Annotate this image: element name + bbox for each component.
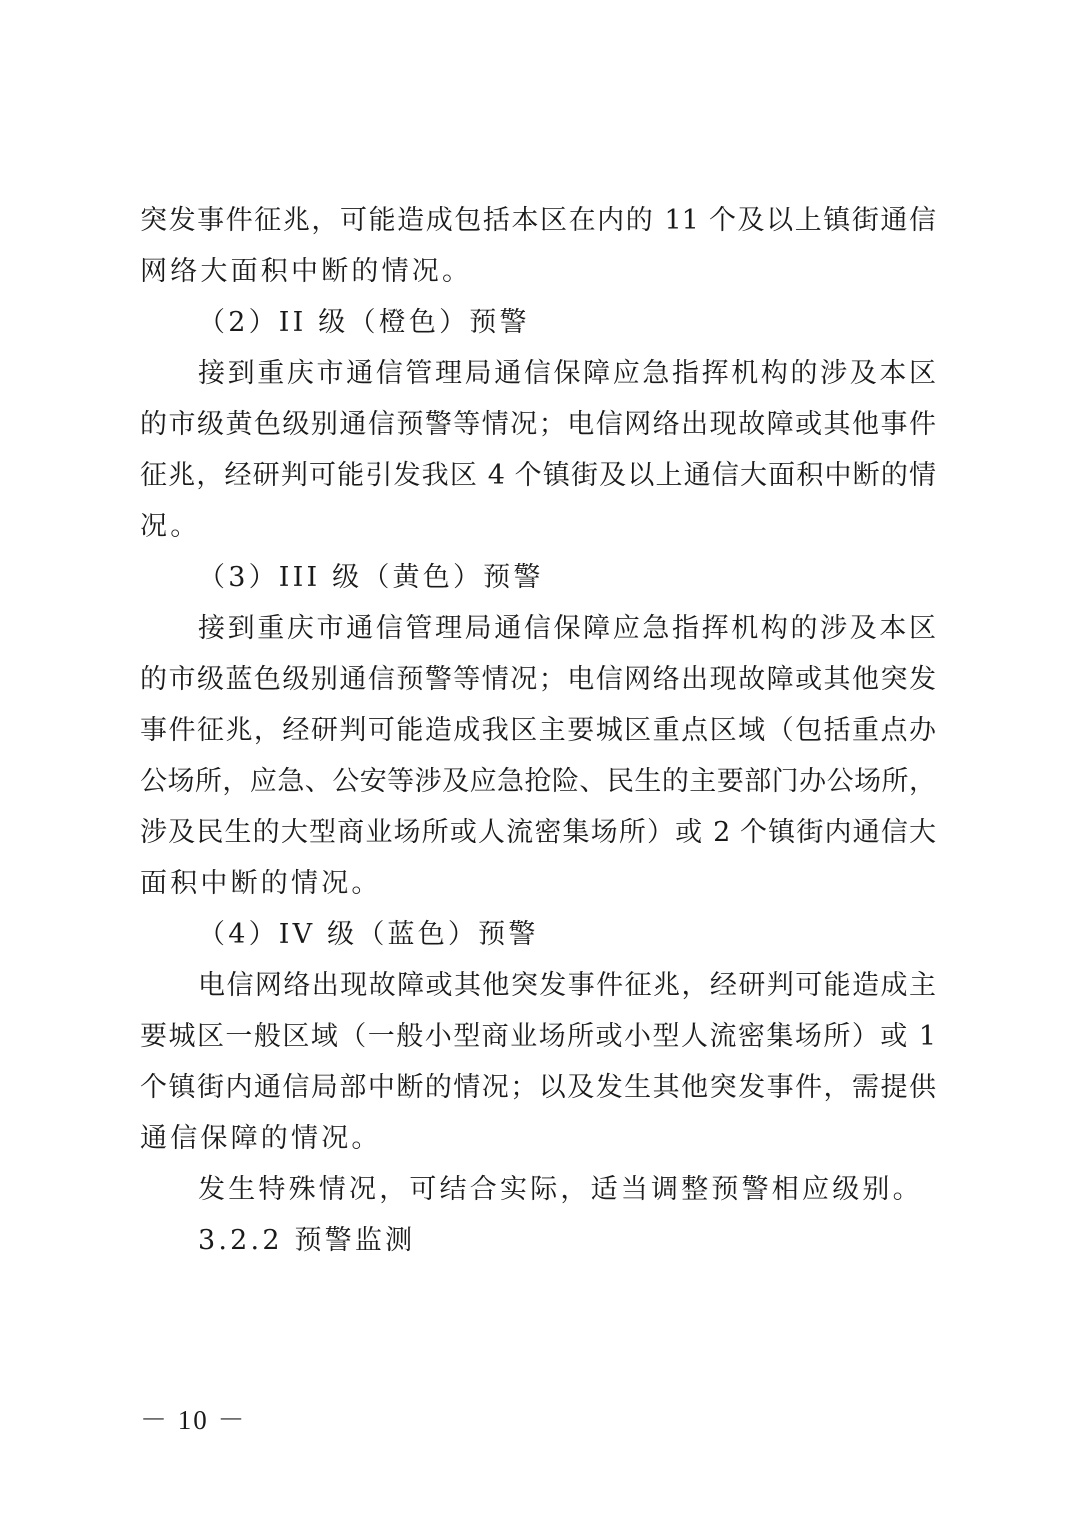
text-line: 事件征兆，经研判可能造成我区主要城区重点区域（包括重点办 [140,715,936,746]
text-line: 通信保障的情况。 [140,1123,382,1154]
text-line: 接到重庆市通信管理局通信保障应急指挥机构的涉及本区 [198,358,936,389]
section-heading: （3）III 级（黄色）预警 [198,562,544,593]
page-number: － 10 － [140,1405,247,1435]
text-line: 个镇街内通信局部中断的情况；以及发生其他突发事件，需提供 [140,1072,936,1103]
text-line: 公场所，应急、公安等涉及应急抢险、民生的主要部门办公场所， [140,766,936,797]
text-line: 征兆，经研判可能引发我区 4 个镇街及以上通信大面积中断的情 [140,460,936,491]
text-line: 涉及民生的大型商业场所或人流密集场所）或 2 个镇街内通信大 [140,817,936,848]
text-line: 接到重庆市通信管理局通信保障应急指挥机构的涉及本区 [198,613,936,644]
text-line: 电信网络出现故障或其他突发事件征兆，经研判可能造成主 [198,970,936,1001]
section-heading: 3.2.2 预警监测 [198,1225,416,1256]
text-line: 要城区一般区域（一般小型商业场所或小型人流密集场所）或 1 [140,1021,936,1052]
text-line: 面积中断的情况。 [140,868,382,899]
text-line: 发生特殊情况，可结合实际，适当调整预警相应级别。 [198,1174,923,1205]
text-line: 的市级黄色级别通信预警等情况；电信网络出现故障或其他事件 [140,409,936,440]
text-line: 况。 [140,511,201,542]
text-line: 网络大面积中断的情况。 [140,256,473,287]
body-text [140,195,936,1266]
section-heading: （2）II 级（橙色）预警 [198,307,530,338]
text-line: 的市级蓝色级别通信预警等情况；电信网络出现故障或其他突发 [140,664,936,695]
text-line: 突发事件征兆，可能造成包括本区在内的 11 个及以上镇街通信 [140,205,936,236]
section-heading: （4）IV 级（蓝色）预警 [198,919,539,950]
